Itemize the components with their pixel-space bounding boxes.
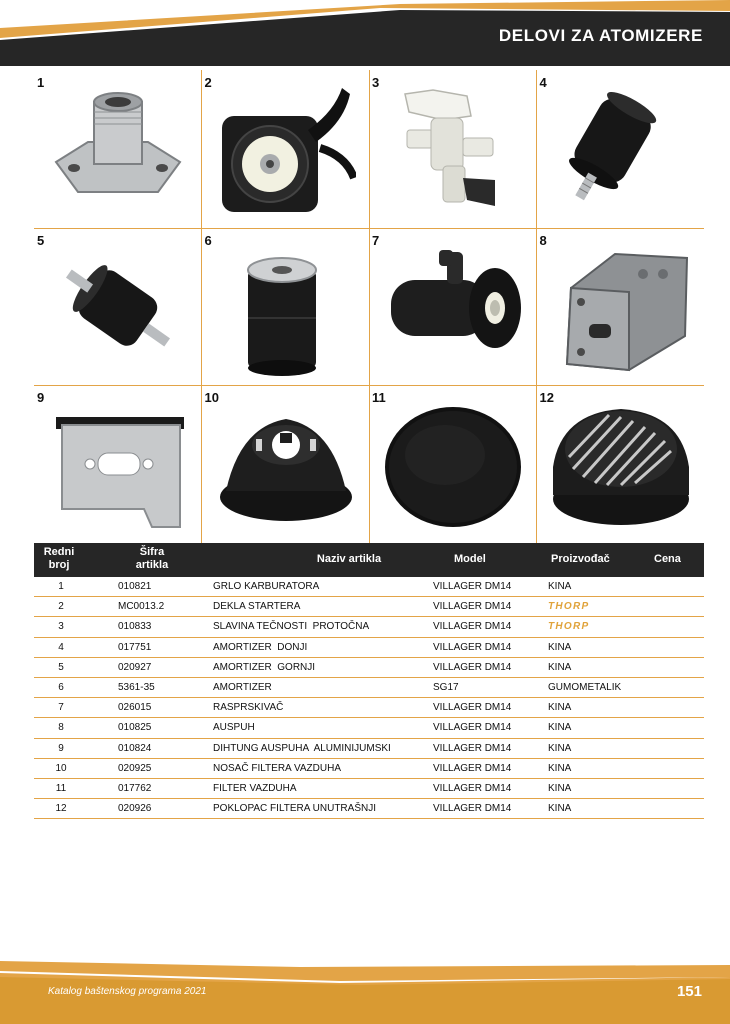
rubber-mount-icon	[216, 240, 356, 376]
catalog-name: Katalog baštenskog programa 2021	[48, 986, 207, 997]
cell-naziv: NOSAČ FILTERA VAZDUHA	[213, 762, 341, 774]
item-number: 2	[204, 75, 212, 90]
cell-sifra: 020925	[118, 762, 152, 774]
cell-proizvodjac: KINA	[548, 803, 572, 815]
page-header	[0, 0, 730, 66]
cell-model: VILLAGER DM14	[433, 782, 512, 794]
thorp-logo: THORP	[548, 621, 590, 633]
table-row[interactable]	[34, 678, 704, 698]
fluid-valve-icon	[383, 82, 523, 218]
gasket-plate-icon	[48, 397, 188, 533]
header-naziv: Naziv artikla	[316, 553, 382, 565]
page-number: 151	[676, 983, 702, 1000]
table-row[interactable]	[34, 658, 704, 678]
grid-divider	[34, 385, 704, 386]
cell-model: VILLAGER DM14	[433, 803, 512, 815]
muffler-icon	[551, 240, 691, 376]
page-footer	[0, 955, 730, 1024]
table-row[interactable]	[34, 739, 704, 759]
cell-redni: 12	[55, 803, 67, 815]
cell-naziv: DEKLA STARTERA	[213, 601, 301, 613]
product-cell[interactable]	[369, 70, 537, 228]
product-cell[interactable]	[537, 385, 705, 543]
cell-naziv: AMORTIZER GORNJI	[213, 661, 316, 673]
item-number: 9	[37, 390, 45, 406]
cell-model: VILLAGER DM14	[433, 621, 512, 633]
cell-redni: 3	[58, 621, 64, 633]
cell-sifra: 010824	[118, 742, 152, 754]
product-cell[interactable]	[202, 70, 370, 228]
cell-model: VILLAGER DM14	[433, 742, 512, 754]
cell-proizvodjac: KINA	[548, 661, 572, 673]
product-cell[interactable]	[34, 228, 202, 386]
page-title: DELOVI ZA ATOMIZERE	[498, 26, 703, 45]
cell-redni: 2	[58, 601, 64, 613]
foam-filter-icon	[383, 397, 523, 533]
product-cell[interactable]	[369, 228, 537, 386]
item-number: 10	[204, 390, 219, 406]
grid-divider	[369, 70, 370, 543]
cell-redni: 9	[58, 742, 64, 754]
table-header	[34, 543, 704, 577]
cell-redni: 4	[58, 641, 64, 653]
table-row[interactable]	[34, 718, 704, 738]
cell-proizvodjac: KINA	[548, 581, 572, 592]
cell-model: VILLAGER DM14	[433, 722, 512, 734]
cell-proizvodjac: GUMOMETALIK	[548, 681, 622, 693]
table-row[interactable]	[34, 759, 704, 779]
product-cell[interactable]	[34, 70, 202, 228]
cell-model: VILLAGER DM14	[433, 581, 512, 592]
item-number: 3	[372, 75, 380, 90]
item-number: 11	[372, 390, 386, 406]
cell-sifra: 5361-35	[118, 681, 155, 693]
cell-model: VILLAGER DM14	[433, 641, 512, 653]
product-grid	[34, 70, 704, 543]
cell-redni: 1	[58, 581, 64, 592]
header-model: Model	[454, 553, 486, 565]
product-cell[interactable]	[202, 385, 370, 543]
cell-sifra: MC0013.2	[118, 601, 165, 613]
cell-sifra: 017762	[118, 782, 152, 794]
header-cena: Cena	[654, 553, 681, 565]
cell-model: SG17	[433, 681, 459, 693]
cell-naziv: AUSPUH	[213, 722, 255, 734]
filter-holder-icon	[216, 397, 356, 533]
cell-model: VILLAGER DM14	[433, 702, 512, 714]
product-cell[interactable]	[369, 385, 537, 543]
cell-sifra: 020926	[118, 803, 152, 815]
cell-naziv: DIHTUNG AUSPUHA ALUMINIJUMSKI	[213, 742, 391, 754]
grid-divider	[536, 70, 537, 543]
cell-naziv: GRLO KARBURATORA	[213, 581, 320, 592]
cell-redni: 10	[55, 762, 67, 774]
filter-cover-icon	[551, 397, 691, 533]
cell-naziv: FILTER VAZDUHA	[213, 782, 297, 794]
cell-redni: 7	[58, 702, 64, 714]
item-number: 8	[539, 232, 547, 248]
product-cell[interactable]	[537, 70, 705, 228]
table-row[interactable]	[34, 779, 704, 799]
product-cell[interactable]	[34, 385, 202, 543]
cell-redni: 6	[58, 681, 64, 693]
cell-sifra: 010825	[118, 722, 152, 734]
header-sifra: Šifra artikla	[135, 546, 169, 571]
item-number: 1	[37, 75, 45, 90]
parts-table	[34, 543, 704, 819]
cell-naziv: SLAVINA TEČNOSTI PROTOČNA	[213, 621, 370, 633]
cell-model: VILLAGER DM14	[433, 762, 512, 774]
recoil-starter-icon	[216, 82, 356, 218]
product-cell[interactable]	[202, 228, 370, 386]
cell-proizvodjac: KINA	[548, 702, 572, 714]
header-proizvodjac: Proizvođač	[551, 553, 610, 565]
item-number: 4	[539, 75, 547, 90]
table-row[interactable]	[34, 698, 704, 718]
table-row[interactable]	[34, 799, 704, 819]
header-redni: Redni broj	[43, 546, 75, 571]
cell-redni: 5	[58, 661, 64, 673]
item-number: 12	[539, 390, 554, 406]
cell-redni: 11	[55, 782, 67, 794]
cell-sifra: 017751	[118, 641, 152, 653]
cell-naziv: AMORTIZER DONJI	[213, 641, 308, 653]
table-row[interactable]	[34, 577, 704, 597]
cell-proizvodjac: KINA	[548, 742, 572, 754]
table-row[interactable]	[34, 597, 704, 617]
cell-naziv: AMORTIZER	[213, 681, 272, 693]
cell-proizvodjac: KINA	[548, 722, 572, 734]
grid-divider	[201, 70, 202, 543]
item-number: 5	[37, 232, 45, 248]
thorp-logo: THORP	[548, 601, 590, 613]
table-row[interactable]	[34, 638, 704, 658]
cell-proizvodjac: KINA	[548, 641, 572, 653]
cell-naziv: RASPRSKIVAČ	[213, 702, 284, 714]
cell-sifra: 026015	[118, 702, 152, 714]
rubber-mount-icon	[48, 240, 188, 376]
product-cell[interactable]	[537, 228, 705, 386]
cell-proizvodjac: KINA	[548, 762, 572, 774]
cell-redni: 8	[58, 722, 64, 734]
cell-proizvodjac: KINA	[548, 782, 572, 794]
cell-sifra: 020927	[118, 661, 152, 673]
carburetor-flange-icon	[48, 82, 188, 218]
cell-naziv: POKLOPAC FILTERA UNUTRAŠNJI	[213, 803, 376, 815]
cell-model: VILLAGER DM14	[433, 661, 512, 673]
cell-sifra: 010821	[118, 581, 152, 592]
rubber-mount-icon	[551, 82, 691, 218]
cell-sifra: 010833	[118, 621, 152, 633]
sprayer-nozzle-icon	[383, 240, 523, 376]
item-number: 6	[204, 232, 212, 248]
cell-model: VILLAGER DM14	[433, 601, 512, 613]
item-number: 7	[372, 232, 380, 248]
grid-divider	[34, 228, 704, 229]
table-row[interactable]	[34, 617, 704, 637]
